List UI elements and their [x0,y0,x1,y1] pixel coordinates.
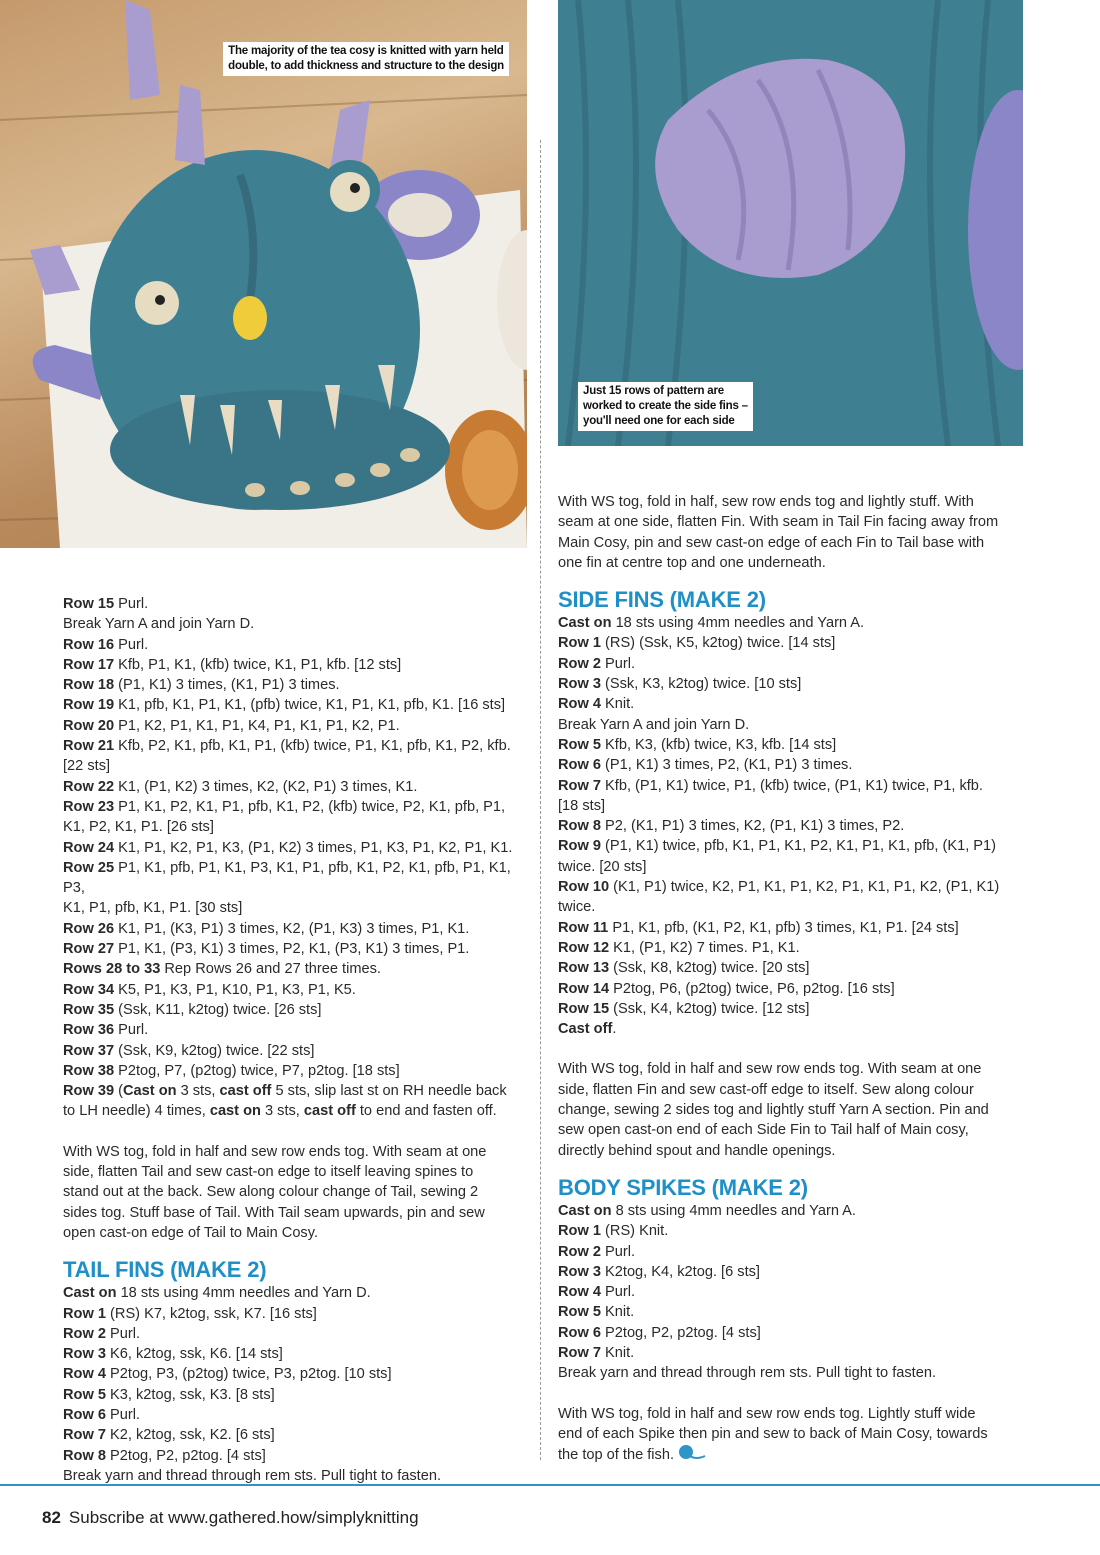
pattern-line [558,836,1028,856]
row-39-cont [63,1101,528,1121]
pattern-line [558,694,1028,714]
row-label: Row 36 [63,1022,115,1039]
row-text: (P1, K1) 3 times, (K1, P1) 3 times. [114,677,340,694]
heading-body-spikes: BODY SPIKES (MAKE 2) [558,1174,808,1200]
row-text: Kfb, (P1, K1) twice, P1, (kfb) twice, (P1, K1) twice, P1, kfb. [600,777,983,794]
row-label: Row 3 [63,1346,106,1363]
row-text: 5 sts, slip last st on RH needle back [271,1083,507,1100]
text-line: Main Cosy, pin and sew cast-on edge of each Fin to Tail base with [558,534,985,551]
row-label: Row 5 [63,1386,106,1403]
pattern-line [558,877,1028,897]
pattern-line [558,613,1028,633]
tail-fin-assembly-paragraph [558,492,1028,573]
row-text: (Ssk, K9, k2tog) twice. [22 sts] [114,1042,315,1059]
pattern-line [63,1385,528,1405]
row-label: Row 35 [63,1001,115,1018]
row-label: Row 9 [558,838,601,855]
text-line: sides tog. Stuff base of Tail. With Tail seam upwards, pin and sew [63,1204,485,1221]
pattern-line [63,1283,528,1303]
row-label: Row 10 [558,879,610,896]
row-label: Row 24 [63,839,115,856]
right-column [558,492,1028,1466]
pattern-line [558,857,1028,877]
row-label: Row 7 [558,777,601,794]
subscribe-text: Subscribe at www.gathered.how/simplyknitting [68,1508,419,1527]
photo-side-fin [558,0,1023,446]
row-label: Row 20 [63,717,115,734]
page-footer [42,1508,419,1528]
row-text: (Ssk, K8, k2tog) twice. [20 sts] [609,960,810,977]
pattern-line [63,736,528,756]
row-label: Row 16 [63,636,115,653]
row-text: (Ssk, K4, k2tog) twice. [12 sts] [609,1000,810,1017]
row-text: P1, K2, P1, K1, P1, K4, P1, K1, P1, K2, P1. [114,717,400,734]
pattern-line [558,633,1028,653]
row-label: Row 2 [63,1325,106,1342]
pattern-line [63,1000,528,1020]
row-text: Purl. [600,1243,636,1260]
text-line: With WS tog, fold in half and sew row ends tog. With seam at one [63,1143,487,1160]
row-text: Purl. [600,1284,636,1301]
row-text: K2, k2tog, ssk, K2. [6 sts] [105,1427,275,1444]
pattern-line [558,918,1028,938]
side-fin-assembly-paragraph [558,1059,1028,1160]
pattern-line [558,776,1028,796]
row-label: Row 26 [63,920,115,937]
row-label: Row 7 [63,1427,106,1444]
row-text: K2tog, K4, k2tog. [6 sts] [600,1263,760,1280]
row-text: (RS) K7, k2tog, ssk, K7. [16 sts] [105,1305,317,1322]
row-label: Row 8 [558,818,601,835]
row-text: 3 sts, [260,1103,304,1120]
row-bold: cast off [303,1103,356,1120]
photo-caption-left [223,42,509,76]
row-label: Row 7 [558,1344,601,1361]
row-label: Row 2 [558,655,601,672]
row-text: (RS) (Ssk, K5, k2tog) twice. [14 sts] [600,635,836,652]
row-label: Row 17 [63,656,115,673]
side-fins-rows [558,613,1028,1039]
pattern-line [63,756,528,776]
pattern-line [558,958,1028,978]
pattern-line [63,1061,528,1081]
tail-fins-rows [63,1283,528,1486]
pattern-line [63,1344,528,1364]
pattern-line [63,838,528,858]
row-39 [63,1081,528,1101]
row-text: K1, pfb, K1, P1, K1, (pfb) twice, K1, P1, K1, pfb, K1. [16 sts] [114,697,506,714]
body-spikes-rows [558,1201,1028,1384]
text-line: seam at one side, flatten Fin. With seam in Tail Fin facing away from [558,514,999,531]
pattern-line [558,1302,1028,1322]
row-text: (Ssk, K3, k2tog) twice. [10 sts] [600,676,802,693]
row-text: Break yarn and thread through rem sts. Pull tight to fasten. [63,1467,442,1484]
row-text: K1, P1, pfb, K1, P1. [30 sts] [63,900,243,917]
row-label: Row 6 [558,1324,601,1341]
pattern-line [63,695,528,715]
text-line: With WS tog, fold in half and sew row ends tog. With seam at one [558,1061,982,1078]
pattern-line [558,796,1028,816]
pattern-line [63,919,528,939]
row-label: Rows 28 to 33 [63,961,161,978]
row-text: Knit. [600,1304,635,1321]
pattern-line [63,1304,528,1324]
yarn-ball-icon [678,1444,706,1466]
pattern-line [63,980,528,1000]
row-text: [22 sts] [63,758,111,775]
row-label: Row 39 [63,1083,115,1100]
row-label: Row 5 [558,1304,601,1321]
heading-tail-fins: TAIL FINS (MAKE 2) [63,1257,267,1283]
pattern-line [63,716,528,736]
row-label: Row 4 [558,1284,601,1301]
row-text: Kfb, P1, K1, (kfb) twice, K1, P1, kfb. [12 sts] [114,656,402,673]
caption-line: double, to add thickness and structure to the design [228,60,504,72]
row-label: Row 38 [63,1062,115,1079]
pattern-line [63,594,528,614]
row-text: Knit. [600,1344,635,1361]
pattern-line [63,1041,528,1061]
text-line: open cast-on edge of Tail to Main Cosy. [63,1224,318,1241]
pattern-line [558,999,1028,1019]
row-text: to end and fasten off. [355,1103,497,1120]
row-label: Row 2 [558,1243,601,1260]
row-text: P1, K1, (P3, K1) 3 times, P2, K1, (P3, K1) 3 times, P1. [114,941,470,958]
pattern-line [558,816,1028,836]
footer-rule [0,1484,1100,1486]
row-text: to LH needle) 4 times, [63,1103,210,1120]
row-text: K3, k2tog, ssk, K3. [8 sts] [105,1386,275,1403]
row-label: Row 22 [63,778,115,795]
pattern-line [558,1221,1028,1241]
row-text: (Ssk, K11, k2tog) twice. [26 sts] [114,1001,322,1018]
pattern-line [63,797,528,817]
row-label: Row 6 [558,757,601,774]
pattern-line [63,1364,528,1384]
text-line: With WS tog, fold in half and sew row ends tog. Lightly stuff wide [558,1405,976,1422]
row-text: K1, P1, K2, P1, K3, (P1, K2) 3 times, P1, K3, P1, K2, P1, K1. [114,839,513,856]
row-text: Break Yarn A and join Yarn D. [558,716,750,733]
row-text: P1, K1, P2, K1, P1, pfb, K1, P2, (kfb) twice, P2, K1, pfb, P1, [114,798,506,815]
heading-side-fins: SIDE FINS (MAKE 2) [558,587,766,613]
pattern-line [63,777,528,797]
row-text: (P1, K1) twice, pfb, K1, P1, K1, P2, K1, P1, K1, pfb, (K1, P1) [600,838,997,855]
row-label: Row 4 [558,696,601,713]
row-label: Row 4 [63,1366,106,1383]
text-line [558,1444,1028,1466]
row-bold: Cast on [123,1083,177,1100]
fish-tea-cosy-illustration [0,0,527,548]
text-line: change, sewing 2 sides tog and lightly stuff Yarn A section. Pin and [558,1102,989,1119]
row-text: twice. [20 sts] [558,858,647,875]
row-label: Cast on [558,615,612,632]
row-label: Row 6 [63,1406,106,1423]
pattern-line [63,675,528,695]
pattern-line [558,979,1028,999]
row-text: (K1, P1) twice, K2, P1, K1, P1, K2, P1, K1, P1, K2, (P1, K1) [609,879,1000,896]
pattern-line [63,817,528,837]
row-text: 18 sts using 4mm needles and Yarn D. [116,1285,371,1302]
caption-line: The majority of the tea cosy is knitted with yarn held [228,45,504,57]
row-text: K1, (P1, K2) 7 times. P1, K1. [609,939,800,956]
text-line: sew open cast-on end of each Side Fin to Tail half of Main cosy, [558,1122,969,1139]
pattern-line [558,1343,1028,1363]
row-label: Row 34 [63,981,115,998]
spike-assembly-paragraph [558,1404,1028,1467]
text-line: one fin at centre top and one underneath. [558,554,826,571]
column-divider [540,140,541,1460]
row-label: Row 1 [63,1305,106,1322]
row-text: P1, K1, pfb, (K1, P2, K1, pfb) 3 times, K1, P1. [24 sts] [608,919,959,936]
text-line: With WS tog, fold in half, sew row ends tog and lightly stuff. With [558,494,974,510]
pattern-line [63,959,528,979]
row-bold: cast on [209,1103,261,1120]
row-text: Break Yarn A and join Yarn D. [63,616,255,633]
pattern-line [558,1242,1028,1262]
row-text: K6, k2tog, ssk, K6. [14 sts] [105,1346,283,1363]
pattern-line [558,938,1028,958]
row-text: Purl. [105,1406,141,1423]
row-label: Row 11 [558,919,609,936]
pattern-line [63,614,528,634]
pattern-line [63,898,528,918]
pattern-line [63,1446,528,1466]
text-line: end of each Spike then pin and sew to back of Main Cosy, towards [558,1425,988,1442]
row-text: K1, P2, K1, P1. [26 sts] [63,819,214,836]
text-line: stand out at the back. Sew along colour change of Tail, sewing 2 [63,1184,479,1201]
row-text: ( [114,1083,124,1100]
row-text: 18 sts using 4mm needles and Yarn A. [611,615,865,632]
row-text: 8 sts using 4mm needles and Yarn A. [611,1202,856,1219]
row-label: Row 8 [63,1447,106,1464]
row-text: P1, K1, pfb, P1, K1, P3, K1, P1, pfb, K1, P2, K1, pfb, P1, K1, P3, [63,859,511,897]
row-text: K1, P1, (K3, P1) 3 times, K2, (P1, K3) 3 times, P1, K1. [114,920,470,937]
row-text: Kfb, K3, (kfb) twice, K3, kfb. [14 sts] [600,736,837,753]
row-text: Purl. [600,655,636,672]
row-label: Row 21 [63,738,115,755]
row-label: Row 5 [558,736,601,753]
row-label: Row 23 [63,798,115,815]
row-label: Row 18 [63,677,115,694]
row-text: (P1, K1) 3 times, P2, (K1, P1) 3 times. [600,757,853,774]
pattern-line [63,858,528,899]
row-label: Row 15 [63,596,115,612]
row-text: Purl. [114,596,149,612]
row-bold: cast off [219,1083,272,1100]
row-label: Row 12 [558,939,610,956]
photo-caption-right [578,382,753,431]
text-line: directly behind spout and handle openings. [558,1142,836,1159]
row-text: Rep Rows 26 and 27 three times. [160,961,381,978]
row-label: Row 37 [63,1042,115,1059]
caption-line: worked to create the side fins – [583,400,748,412]
row-text: Kfb, P2, K1, pfb, K1, P1, (kfb) twice, P1, K1, pfb, K1, P2, kfb. [114,738,511,755]
row-text: . [612,1021,617,1038]
pattern-line [558,1262,1028,1282]
row-label: Row 25 [63,859,115,876]
row-label: Row 27 [63,941,115,958]
row-label: Cast on [558,1202,612,1219]
row-text: Purl. [114,1022,149,1039]
pattern-line [63,635,528,655]
pattern-line [558,735,1028,755]
row-label: Row 15 [558,1000,610,1017]
pattern-line [63,655,528,675]
pattern-line [63,1020,528,1040]
caption-line: Just 15 rows of pattern are [583,385,724,397]
row-label: Row 3 [558,1263,601,1280]
row-text: P2tog, P7, (p2tog) twice, P7, p2tog. [18 sts] [114,1062,400,1079]
row-text: P2tog, P3, (p2tog) twice, P3, p2tog. [10 sts] [105,1366,392,1383]
row-text: K5, P1, K3, P1, K10, P1, K3, P1, K5. [114,981,356,998]
row-text: P2tog, P6, (p2tog) twice, P6, p2tog. [16 sts] [609,980,895,997]
side-fin-illustration [558,0,1023,446]
row-label: Row 1 [558,635,601,652]
row-label: Row 14 [558,980,610,997]
row-text: P2tog, P2, p2tog. [4 sts] [105,1447,266,1464]
pattern-line [558,1019,1028,1039]
text-line: side, flatten Tail and sew cast-on edge to itself leaving spines to [63,1164,474,1181]
row-text: twice. [558,899,596,916]
pattern-line [558,755,1028,775]
row-text: Purl. [105,1325,141,1342]
photo-fish-tea-cosy [0,0,527,548]
pattern-line [558,1201,1028,1221]
row-label: Row 19 [63,697,115,714]
row-text: 3 sts, [176,1083,220,1100]
pattern-line [558,654,1028,674]
pattern-line [558,715,1028,735]
row-text: (RS) Knit. [600,1223,669,1240]
row-label: Row 3 [558,676,601,693]
pattern-rows-15-38 [63,594,528,1081]
row-text: Knit. [600,696,635,713]
row-text: Break yarn and thread through rem sts. Pull tight to fasten. [558,1365,937,1382]
pattern-line [558,1282,1028,1302]
pattern-line [63,1425,528,1445]
caption-line: you'll need one for each side [583,415,735,427]
text-line: side, flatten Fin and sew cast-off edge to itself. Sew along colour [558,1081,974,1098]
tail-assembly-paragraph [63,1142,528,1243]
pattern-line [558,1363,1028,1383]
row-label: Cast off [558,1021,613,1038]
row-label: Row 13 [558,960,610,977]
pattern-line [558,897,1028,917]
row-text: Purl. [114,636,149,653]
page-number: 82 [42,1508,61,1527]
row-text: K1, (P1, K2) 3 times, K2, (K2, P1) 3 times, K1. [114,778,418,795]
row-label: Row 1 [558,1223,601,1240]
row-text: P2tog, P2, p2tog. [4 sts] [600,1324,761,1341]
row-text: [18 sts] [558,797,606,814]
pattern-line [63,939,528,959]
pattern-line [558,674,1028,694]
pattern-line [63,1405,528,1425]
row-text: P2, (K1, P1) 3 times, K2, (P1, K1) 3 times, P2. [600,818,905,835]
pattern-line [63,1324,528,1344]
pattern-line [558,1323,1028,1343]
text-line-last: the top of the fish. [558,1447,675,1464]
row-label: Cast on [63,1285,117,1302]
left-column [63,594,528,1486]
